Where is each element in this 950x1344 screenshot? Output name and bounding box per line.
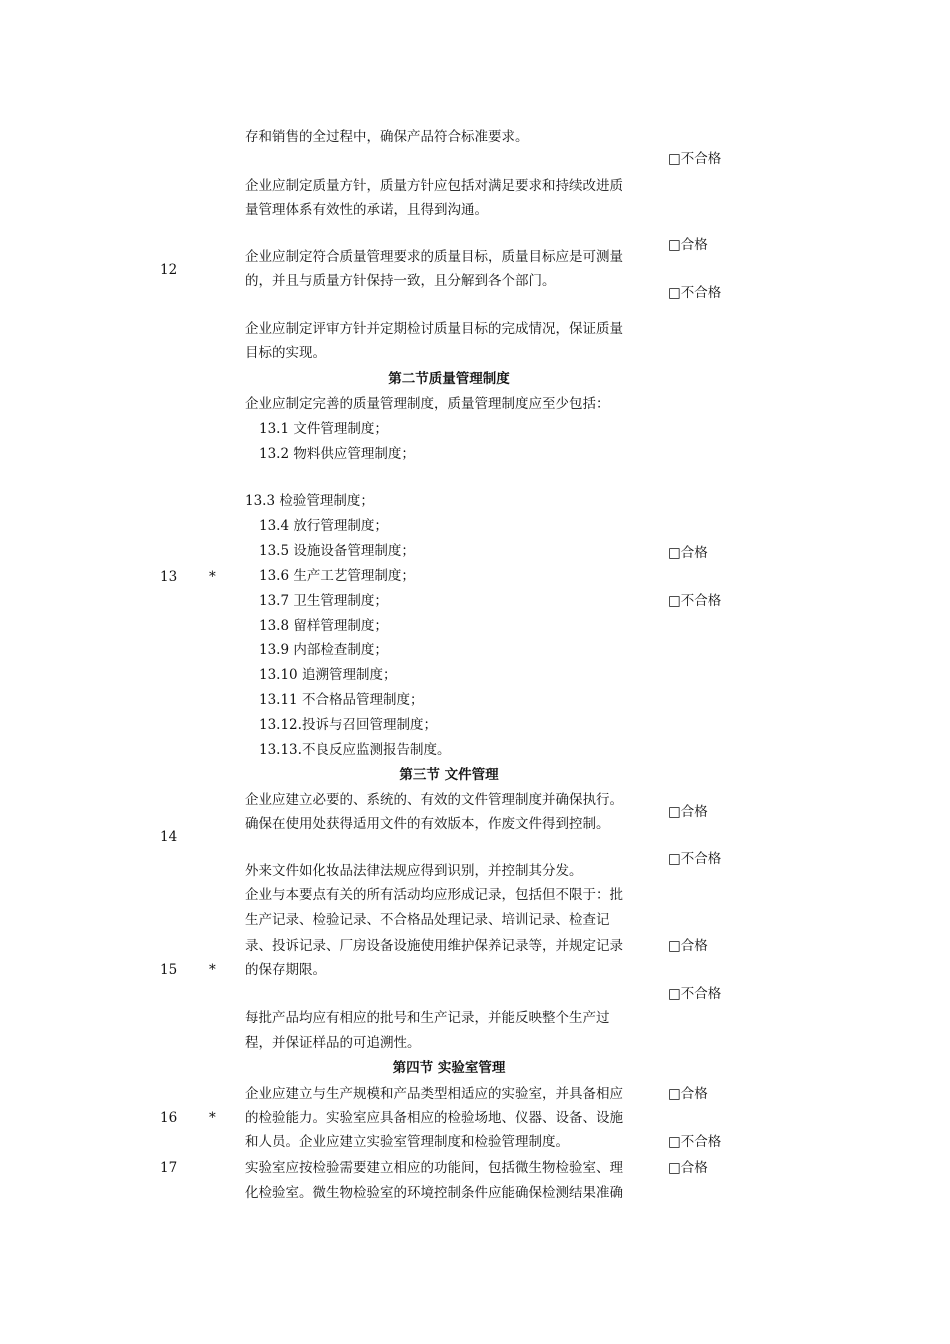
list-item: 13.12.投诉与召回管理制度；	[259, 717, 437, 733]
row-14-text: 确保在使用处获得适用文件的有效版本，作废文件得到控制。	[245, 816, 610, 832]
row-12-text: 的，并且与质量方针保持一致，且分解到各个部门。	[245, 273, 556, 289]
fail-checkbox[interactable]: □不合格	[668, 285, 722, 301]
key-item-marker: *	[209, 1110, 216, 1126]
list-item: 13.13.不良反应监测报告制度。	[259, 742, 451, 758]
row-14-text: 外来文件如化妆品法律法规应得到识别，并控制其分发。	[245, 863, 583, 879]
list-item: 13.3 检验管理制度；	[245, 493, 374, 509]
row-15-text: 程，并保证样品的可追溯性。	[245, 1035, 421, 1051]
pass-checkbox[interactable]: □合格	[668, 237, 708, 253]
pass-checkbox[interactable]: □合格	[668, 804, 708, 820]
pass-checkbox[interactable]: □合格	[668, 545, 708, 561]
row-12-text: 企业应制定符合质量管理要求的质量目标，质量目标应是可测量	[245, 249, 623, 265]
fail-checkbox[interactable]: □不合格	[668, 593, 722, 609]
list-item: 13.4 放行管理制度；	[259, 518, 388, 534]
row-16-text: 的检验能力。实验室应具备相应的检验场地、仪器、设备、设施	[245, 1110, 623, 1126]
row-12-text: 量管理体系有效性的承诺，且得到沟通。	[245, 202, 488, 218]
fail-checkbox[interactable]: □不合格	[668, 851, 722, 867]
list-item: 13.9 内部检查制度；	[259, 642, 388, 658]
list-item: 13.11 不合格品管理制度；	[259, 692, 424, 708]
row-16-text: 企业应建立与生产规模和产品类型相适应的实验室，并具备相应	[245, 1086, 623, 1102]
section-heading: 第三节 文件管理	[399, 767, 499, 783]
row-16-number: 16	[160, 1110, 178, 1126]
pass-checkbox[interactable]: □合格	[668, 1086, 708, 1102]
row-12-number: 12	[160, 262, 178, 278]
fail-checkbox[interactable]: □不合格	[668, 151, 722, 167]
row-15-text: 每批产品均应有相应的批号和生产记录，并能反映整个生产过	[245, 1010, 610, 1026]
row-14-text: 企业应建立必要的、系统的、有效的文件管理制度并确保执行。	[245, 792, 623, 808]
list-item: 13.6 生产工艺管理制度；	[259, 568, 415, 584]
row-15-number: 15	[160, 962, 178, 978]
row-17-text: 化检验室。微生物检验室的环境控制条件应能确保检测结果准确	[245, 1185, 623, 1201]
row-12-text: 企业应制定质量方针，质量方针应包括对满足要求和持续改进质	[245, 178, 623, 194]
row-16-text: 和人员。企业应建立实验室管理制度和检验管理制度。	[245, 1134, 569, 1150]
row-15-text: 企业与本要点有关的所有活动均应形成记录，包括但不限于：批	[245, 887, 623, 903]
list-item: 13.5 设施设备管理制度；	[259, 543, 415, 559]
section-heading: 第二节质量管理制度	[388, 371, 510, 387]
row-15-text: 生产记录、检验记录、不合格品处理记录、培训记录、检查记	[245, 912, 610, 928]
fail-checkbox[interactable]: □不合格	[668, 1134, 722, 1150]
list-item: 13.1 文件管理制度；	[259, 421, 388, 437]
row-17-number: 17	[160, 1160, 178, 1176]
list-item: 13.7 卫生管理制度；	[259, 593, 388, 609]
row-13-intro: 企业应制定完善的质量管理制度，质量管理制度应至少包括：	[245, 396, 610, 412]
fail-checkbox[interactable]: □不合格	[668, 986, 722, 1002]
pass-checkbox[interactable]: □合格	[668, 938, 708, 954]
row-11-text: 存和销售的全过程中，确保产品符合标准要求。	[245, 129, 529, 145]
row-17-text: 实验室应按检验需要建立相应的功能间，包括微生物检验室、理	[245, 1160, 623, 1176]
row-13-number: 13	[160, 569, 178, 585]
row-14-number: 14	[160, 829, 178, 845]
key-item-marker: *	[209, 569, 216, 585]
key-item-marker: *	[209, 962, 216, 978]
row-15-text: 的保存期限。	[245, 962, 326, 978]
row-12-text: 企业应制定评审方针并定期检讨质量目标的完成情况，保证质量	[245, 321, 623, 337]
section-heading: 第四节 实验室管理	[392, 1060, 506, 1076]
list-item: 13.2 物料供应管理制度；	[259, 446, 415, 462]
row-15-text: 录、投诉记录、厂房设备设施使用维护保养记录等，并规定记录	[245, 938, 623, 954]
row-12-text: 目标的实现。	[245, 345, 326, 361]
list-item: 13.8 留样管理制度；	[259, 618, 388, 634]
list-item: 13.10 追溯管理制度；	[259, 667, 397, 683]
pass-checkbox[interactable]: □合格	[668, 1160, 708, 1176]
